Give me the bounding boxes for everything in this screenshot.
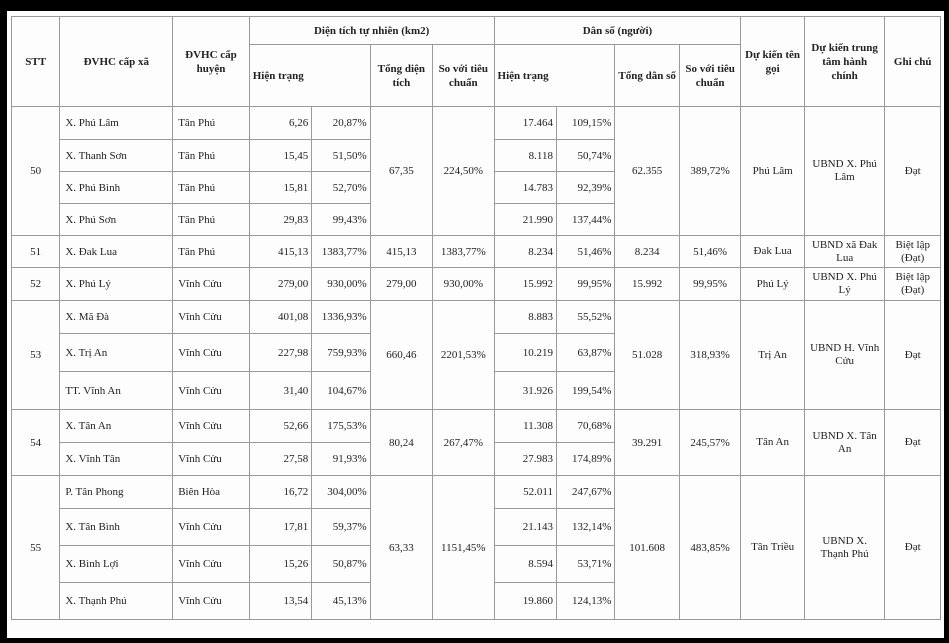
dien-tich-cell: 279,00 — [249, 268, 311, 301]
tong-dan-so-cell: 62.355 — [615, 107, 679, 236]
tong-dan-so-cell: 101.608 — [615, 476, 679, 620]
dan-so-tc-cell: 99,95% — [679, 268, 741, 301]
dan-so-pct-cell: 124,13% — [557, 583, 615, 620]
xa-cell: X. Tân Bình — [60, 509, 173, 546]
stt-cell: 52 — [12, 268, 60, 301]
table-row — [12, 410, 941, 443]
ghi-chu-cell: Đạt — [885, 107, 941, 236]
dan-so-cell: 21.990 — [494, 204, 556, 236]
dan-so-pct-cell: 50,74% — [557, 140, 615, 172]
ghi-chu-cell: Biệt lập (Đạt) — [885, 268, 941, 301]
xa-cell: X. Đak Lua — [60, 236, 173, 268]
header-ghi-chu: Ghi chú — [885, 17, 941, 107]
xa-cell: X. Phú Bình — [60, 172, 173, 204]
dan-so-pct-cell: 137,44% — [557, 204, 615, 236]
huyen-cell: Vĩnh Cửu — [173, 509, 250, 546]
huyen-cell: Vĩnh Cửu — [173, 546, 250, 583]
dan-so-cell: 15.992 — [494, 268, 556, 301]
dien-tich-cell: 15,81 — [249, 172, 311, 204]
dien-tich-cell: 16,72 — [249, 476, 311, 509]
table-row — [12, 268, 941, 301]
huyen-cell: Vĩnh Cửu — [173, 268, 250, 301]
xa-cell: X. Bình Lợi — [60, 546, 173, 583]
dien-tich-cell: 15,26 — [249, 546, 311, 583]
dan-so-cell: 27.983 — [494, 443, 556, 476]
dien-tich-pct-cell: 59,37% — [312, 509, 370, 546]
tong-dan-so-cell: 39.291 — [615, 410, 679, 476]
dien-tich-pct-cell: 20,87% — [312, 107, 370, 140]
dien-tich-pct-cell: 99,43% — [312, 204, 370, 236]
header-dien-tich-group: Diện tích tự nhiên (km2) — [249, 17, 494, 45]
trung-tam-cell: UBND X. Phú Lý — [804, 268, 885, 301]
trung-tam-cell: UBND X. Thạnh Phú — [804, 476, 885, 620]
header-du-kien-ten: Dự kiến tên gọi — [741, 17, 804, 107]
dien-tich-pct-cell: 52,70% — [312, 172, 370, 204]
dien-tich-pct-cell: 45,13% — [312, 583, 370, 620]
dien-tich-tc-cell: 1383,77% — [433, 236, 494, 268]
admin-merge-table — [11, 16, 941, 620]
dan-so-cell: 8.234 — [494, 236, 556, 268]
dan-so-tc-cell: 245,57% — [679, 410, 741, 476]
header-hien-trang-ds: Hiện trạng — [494, 45, 615, 107]
trung-tam-cell: UBND H. Vĩnh Cửu — [804, 301, 885, 410]
dien-tich-pct-cell: 175,53% — [312, 410, 370, 443]
dien-tich-pct-cell: 91,93% — [312, 443, 370, 476]
dien-tich-pct-cell: 104,67% — [312, 372, 370, 410]
dan-so-pct-cell: 53,71% — [557, 546, 615, 583]
dien-tich-cell: 52,66 — [249, 410, 311, 443]
dan-so-cell: 52.011 — [494, 476, 556, 509]
dan-so-pct-cell: 92,39% — [557, 172, 615, 204]
table-body — [12, 107, 941, 620]
header-stt: STT — [12, 17, 60, 107]
dan-so-pct-cell: 55,52% — [557, 301, 615, 334]
huyen-cell: Tân Phú — [173, 172, 250, 204]
huyen-cell: Vĩnh Cửu — [173, 334, 250, 372]
dan-so-cell: 8.883 — [494, 301, 556, 334]
dien-tich-cell: 27,58 — [249, 443, 311, 476]
stt-cell: 55 — [12, 476, 60, 620]
table-row — [12, 107, 941, 140]
dien-tich-cell: 29,83 — [249, 204, 311, 236]
dien-tich-tc-cell: 267,47% — [433, 410, 494, 476]
dien-tich-cell: 415,13 — [249, 236, 311, 268]
tong-dien-tich-cell: 63,33 — [370, 476, 432, 620]
huyen-cell: Tân Phú — [173, 236, 250, 268]
dien-tich-cell: 15,45 — [249, 140, 311, 172]
ten-goi-cell: Đak Lua — [741, 236, 804, 268]
dan-so-pct-cell: 51,46% — [557, 236, 615, 268]
tong-dan-so-cell: 15.992 — [615, 268, 679, 301]
huyen-cell: Vĩnh Cửu — [173, 410, 250, 443]
xa-cell: X. Tân An — [60, 410, 173, 443]
dien-tich-cell: 401,08 — [249, 301, 311, 334]
dien-tich-pct-cell: 759,93% — [312, 334, 370, 372]
tong-dan-so-cell: 8.234 — [615, 236, 679, 268]
dien-tich-pct-cell: 50,87% — [312, 546, 370, 583]
stt-cell: 53 — [12, 301, 60, 410]
header-tong-dan-so: Tổng dân số — [615, 45, 679, 107]
tong-dien-tich-cell: 415,13 — [370, 236, 432, 268]
stt-cell: 50 — [12, 107, 60, 236]
ghi-chu-cell: Đạt — [885, 301, 941, 410]
huyen-cell: Tân Phú — [173, 140, 250, 172]
dan-so-cell: 11.308 — [494, 410, 556, 443]
dan-so-tc-cell: 483,85% — [679, 476, 741, 620]
xa-cell: X. Vĩnh Tân — [60, 443, 173, 476]
ten-goi-cell: Trị An — [741, 301, 804, 410]
document-page — [7, 11, 944, 638]
tong-dien-tich-cell: 67,35 — [370, 107, 432, 236]
dien-tich-cell: 17,81 — [249, 509, 311, 546]
dan-so-pct-cell: 99,95% — [557, 268, 615, 301]
huyen-cell: Vĩnh Cửu — [173, 301, 250, 334]
table-row — [12, 236, 941, 268]
xa-cell: X. Thanh Sơn — [60, 140, 173, 172]
header-xa: ĐVHC cấp xã — [60, 17, 173, 107]
dan-so-cell: 19.860 — [494, 583, 556, 620]
dien-tich-tc-cell: 1151,45% — [433, 476, 494, 620]
huyen-cell: Vĩnh Cửu — [173, 583, 250, 620]
dan-so-pct-cell: 174,89% — [557, 443, 615, 476]
trung-tam-cell: UBND X. Tân An — [804, 410, 885, 476]
xa-cell: X. Mã Đà — [60, 301, 173, 334]
dien-tich-pct-cell: 51,50% — [312, 140, 370, 172]
huyen-cell: Biên Hòa — [173, 476, 250, 509]
tong-dien-tich-cell: 660,46 — [370, 301, 432, 410]
ghi-chu-cell: Đạt — [885, 476, 941, 620]
xa-cell: TT. Vĩnh An — [60, 372, 173, 410]
dien-tich-tc-cell: 2201,53% — [433, 301, 494, 410]
trung-tam-cell: UBND X. Phú Lâm — [804, 107, 885, 236]
dan-so-cell: 31.926 — [494, 372, 556, 410]
dan-so-tc-cell: 389,72% — [679, 107, 741, 236]
xa-cell: X. Thạnh Phú — [60, 583, 173, 620]
xa-cell: P. Tân Phong — [60, 476, 173, 509]
trung-tam-cell: UBND xã Đak Lua — [804, 236, 885, 268]
ten-goi-cell: Tân An — [741, 410, 804, 476]
dien-tich-pct-cell: 304,00% — [312, 476, 370, 509]
header-du-kien-trung-tam: Dự kiến trung tâm hành chính — [804, 17, 885, 107]
dien-tich-cell: 31,40 — [249, 372, 311, 410]
dan-so-pct-cell: 132,14% — [557, 509, 615, 546]
header-hien-trang-dt: Hiện trạng — [249, 45, 370, 107]
dien-tich-tc-cell: 224,50% — [433, 107, 494, 236]
dan-so-pct-cell: 199,54% — [557, 372, 615, 410]
header-dan-so-group: Dân số (người) — [494, 17, 741, 45]
ten-goi-cell: Phú Lâm — [741, 107, 804, 236]
tong-dien-tich-cell: 80,24 — [370, 410, 432, 476]
dan-so-cell: 8.118 — [494, 140, 556, 172]
tong-dien-tich-cell: 279,00 — [370, 268, 432, 301]
xa-cell: X. Phú Lý — [60, 268, 173, 301]
dan-so-tc-cell: 318,93% — [679, 301, 741, 410]
ghi-chu-cell: Đạt — [885, 410, 941, 476]
dan-so-cell: 17.464 — [494, 107, 556, 140]
tong-dan-so-cell: 51.028 — [615, 301, 679, 410]
dan-so-cell: 14.783 — [494, 172, 556, 204]
dien-tich-pct-cell: 1383,77% — [312, 236, 370, 268]
xa-cell: X. Phú Sơn — [60, 204, 173, 236]
header-so-voi-tc-dt: So với tiêu chuẩn — [433, 45, 494, 107]
ghi-chu-cell: Biệt lập (Đạt) — [885, 236, 941, 268]
huyen-cell: Vĩnh Cửu — [173, 372, 250, 410]
dien-tich-cell: 227,98 — [249, 334, 311, 372]
dien-tich-tc-cell: 930,00% — [433, 268, 494, 301]
xa-cell: X. Phú Lâm — [60, 107, 173, 140]
dan-so-tc-cell: 51,46% — [679, 236, 741, 268]
table-row — [12, 301, 941, 334]
dan-so-pct-cell: 109,15% — [557, 107, 615, 140]
dan-so-pct-cell: 70,68% — [557, 410, 615, 443]
dien-tich-cell: 6,26 — [249, 107, 311, 140]
stt-cell: 51 — [12, 236, 60, 268]
table-row — [12, 476, 941, 509]
dan-so-cell: 8.594 — [494, 546, 556, 583]
dien-tich-pct-cell: 1336,93% — [312, 301, 370, 334]
xa-cell: X. Trị An — [60, 334, 173, 372]
huyen-cell: Tân Phú — [173, 107, 250, 140]
dan-so-cell: 21.143 — [494, 509, 556, 546]
stt-cell: 54 — [12, 410, 60, 476]
ten-goi-cell: Tân Triều — [741, 476, 804, 620]
dan-so-pct-cell: 247,67% — [557, 476, 615, 509]
dan-so-cell: 10.219 — [494, 334, 556, 372]
ten-goi-cell: Phú Lý — [741, 268, 804, 301]
dien-tich-cell: 13,54 — [249, 583, 311, 620]
huyen-cell: Tân Phú — [173, 204, 250, 236]
header-huyen: ĐVHC cấp huyện — [173, 17, 250, 107]
huyen-cell: Vĩnh Cửu — [173, 443, 250, 476]
header-so-voi-tc-ds: So với tiêu chuẩn — [679, 45, 741, 107]
dien-tich-pct-cell: 930,00% — [312, 268, 370, 301]
header-tong-dien-tich: Tổng diện tích — [370, 45, 432, 107]
dan-so-pct-cell: 63,87% — [557, 334, 615, 372]
